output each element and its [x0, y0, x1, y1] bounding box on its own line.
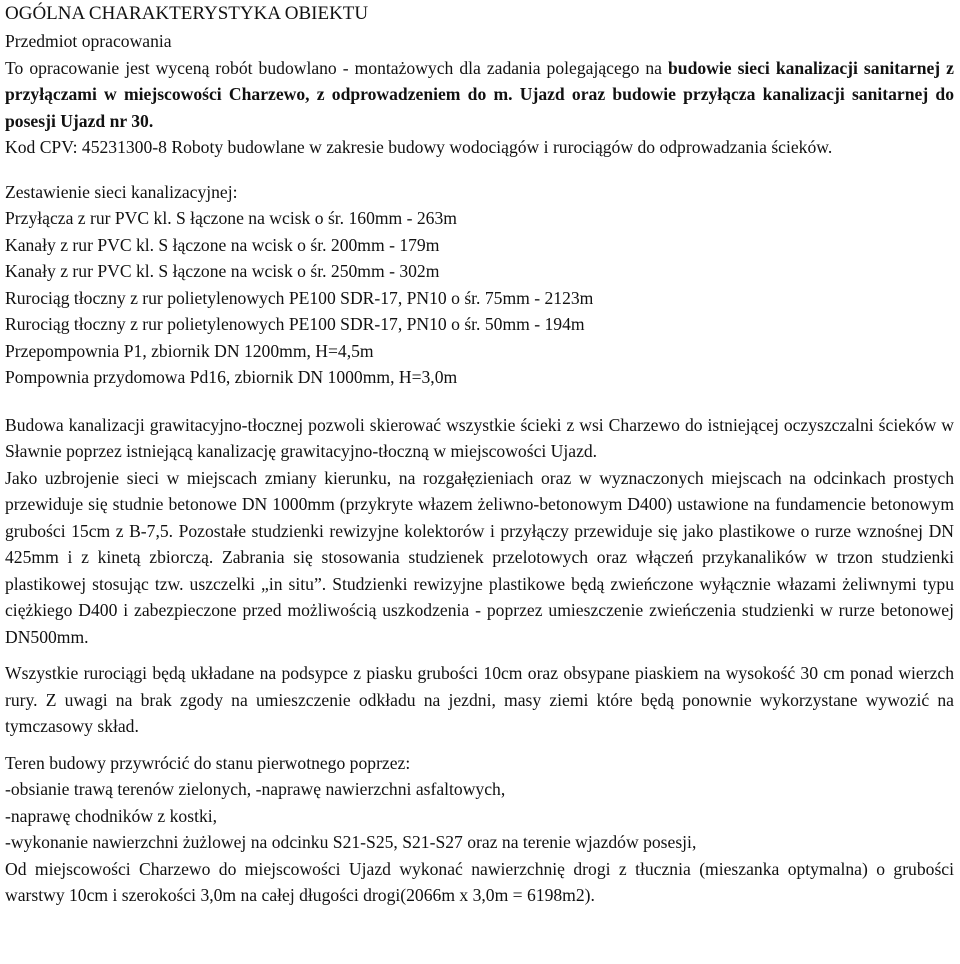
- network-item: Kanały z rur PVC kl. S łączone na wcisk o śr. 250mm - 302m: [5, 261, 440, 281]
- network-list: [5, 205, 954, 391]
- restore-list: [5, 776, 954, 856]
- restore-item: -obsianie trawą terenów zielonych, -naprawę nawierzchni asfaltowych,: [5, 779, 506, 799]
- wells-paragraph: Jako uzbrojenie sieci w miejscach zmiany kierunku, na rozgałęzieniach oraz w wyznaczonych miejscach na odcinkach prostych przewiduje się studnie betonowe DN 1000mm (przykryte włazem żeliwno-betonowym D400) ustawione na fundamencie betonowym grubości 15cm z B-7,5. Pozostałe studzienki rewizyjne kolektorów i przyłączy przewiduje się jako plastikowe o rurze wznośnej DN 425mm i z kinetą zbiorczą. Zabrania się stosowania studzienek przelotowych oraz włączeń przykanalików w trzon studzienki plastikowej stosując tzw. uszczelki „in situ”. Studzienki rewizyjne plastikowe będą zwieńczone wyłącznie włazami żeliwnymi typu ciężkiego D400 i zabezpieczone przed możliwością uszkodzenia - poprzez umieszczenie zwieńczenia studzienki w rurze betonowej DN500mm.: [5, 467, 954, 647]
- intro-paragraph: [5, 55, 954, 135]
- cpv-code: Kod CPV: 45231300-8 Roboty budowlane w zakresie budowy wodociągów i rurociągów do odprowadzania ścieków.: [5, 137, 833, 157]
- network-item: Rurociąg tłoczny z rur polietylenowych PE100 SDR-17, PN10 o śr. 75mm - 2123m: [5, 287, 594, 308]
- pipes-paragraph: Wszystkie rurociągi będą układane na podsypce z piasku grubości 10cm oraz obsypane piaskiem na wysokość 30 cm ponad wierzch rury. Z uwagi na brak zgody na umieszczenie odkładu na jezdni, masy ziemi które będą ponownie wykorzystane wywozić na tymczasowy skład.: [5, 663, 954, 736]
- restore-title: Teren budowy przywrócić do stanu pierwotnego poprzez:: [5, 752, 411, 773]
- restore-item: -wykonanie nawierzchni żużlowej na odcinku S21-S25, S21-S27 oraz na terenie wjazdów posesji,: [5, 832, 697, 852]
- network-item: Przyłącza z rur PVC kl. S łączone na wcisk o śr. 160mm - 263m: [5, 208, 457, 228]
- network-item: Przepompownia P1, zbiornik DN 1200mm, H=4,5m: [5, 340, 374, 361]
- subheading: Przedmiot opracowania: [5, 31, 172, 51]
- section-heading: OGÓLNA CHARAKTERYSTYKA OBIEKTU: [5, 3, 369, 24]
- intro-bold-text: budowie sieci kanalizacji sanitarnej z przyłączami w miejscowości Charzewo, z odprowadzeniem do m. Ujazd oraz budowie przyłącza kanalizacji sanitarnej do posesji Ujazd nr 30.: [5, 57, 954, 131]
- network-item: Pompownia przydomowa Pd16, zbiornik DN 1000mm, H=3,0m: [5, 367, 458, 387]
- intro-text: To opracowanie jest wyceną robót budowlano - montażowych dla zadania polegającego na: [5, 57, 668, 78]
- road-paragraph: Od miejscowości Charzewo do miejscowości Ujazd wykonać nawierzchnię drogi z tłucznia (mieszanka optymalna) o grubości warstwy 10cm i szerokości 3,0m na całej długości drogi(2066m x 3,0m = 6198m2).: [5, 858, 954, 905]
- network-item: Rurociąg tłoczny z rur polietylenowych PE100 SDR-17, PN10 o śr. 50mm - 194m: [5, 314, 585, 334]
- network-title: Zestawienie sieci kanalizacyjnej:: [5, 181, 238, 202]
- restore-item: -naprawę chodników z kostki,: [5, 805, 218, 826]
- network-item: Kanały z rur PVC kl. S łączone na wcisk o śr. 200mm - 179m: [5, 234, 440, 255]
- construction-paragraph: Budowa kanalizacji grawitacyjno-tłocznej pozwoli skierować wszystkie ścieki z wsi Charzewo do istniejącej oczyszczalni ścieków w Sławnie poprzez istniejącą kanalizację grawitacyjno-tłoczną w miejscowości Ujazd.: [5, 414, 954, 461]
